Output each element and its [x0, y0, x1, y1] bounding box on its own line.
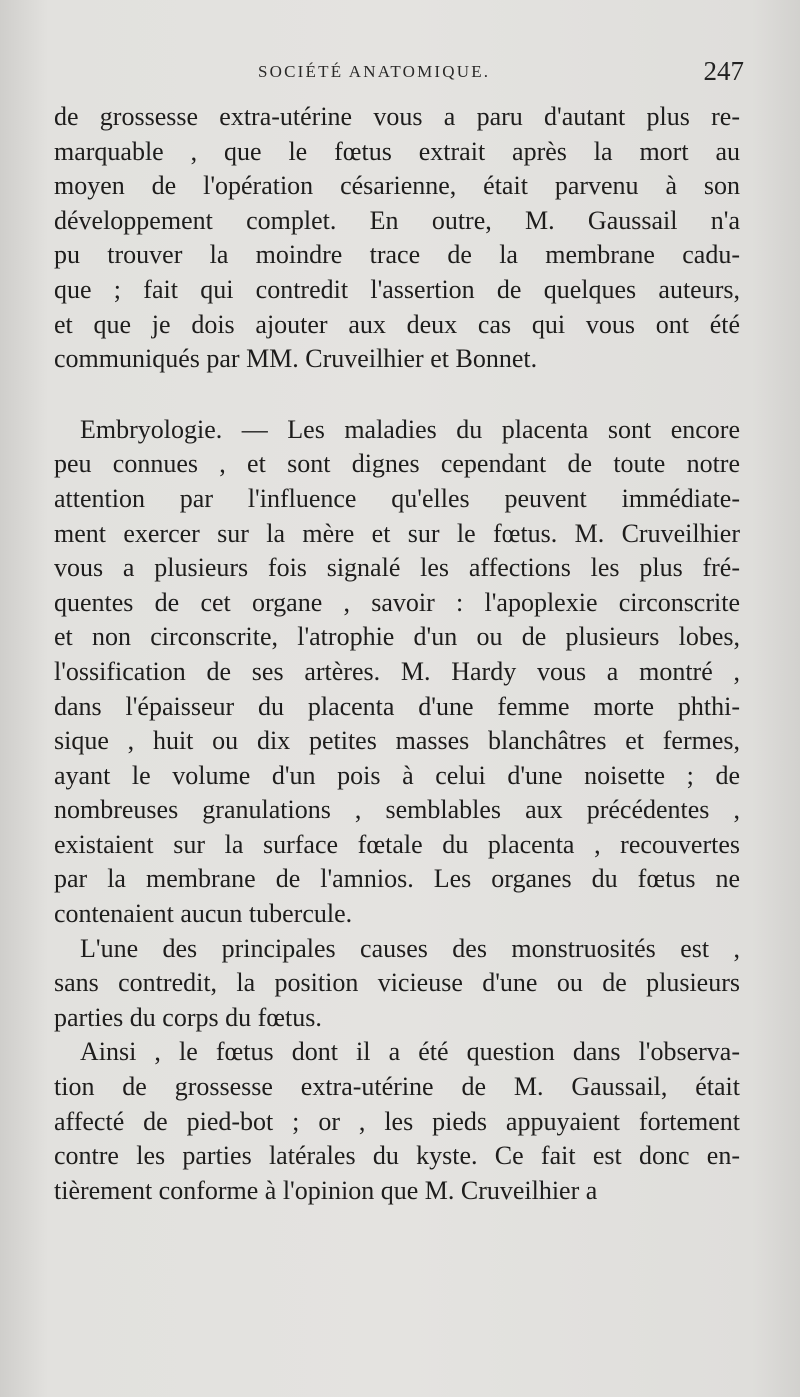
text-line: parties du corps du fœtus.	[54, 1002, 322, 1032]
running-title: SOCIÉTÉ ANATOMIQUE.	[258, 62, 491, 81]
text-line: moyen de l'opération césarienne, était parvenu à son	[54, 171, 740, 201]
paragraph-gap	[54, 377, 740, 413]
text-line: contre les parties latérales du kyste. Ce fait est donc en-	[54, 1141, 740, 1171]
text-line: l'ossification de ses artères. M. Hardy vous a montré ,	[54, 656, 740, 686]
text-line: contenaient aucun tubercule.	[54, 899, 353, 929]
text-line: que ; fait qui contredit l'assertion de quelques auteurs,	[54, 274, 740, 304]
text-line: affecté de pied-bot ; or , les pieds appuyaient fortement	[54, 1106, 740, 1136]
text-line: sans contredit, la position vicieuse d'une ou de plusieurs	[54, 968, 740, 998]
text-line: par la membrane de l'amnios. Les organes du fœtus ne	[54, 864, 740, 894]
text-line: dans l'épaisseur du placenta d'une femme morte phthi-	[54, 691, 740, 721]
page-header	[0, 58, 800, 92]
text-line: L'une des principales causes des monstruosités est ,	[80, 933, 740, 963]
text-line: et que je dois ajouter aux deux cas qui vous ont été	[54, 309, 740, 339]
text-line: communiqués par MM. Cruveilhier et Bonnet.	[54, 344, 538, 374]
text-line: attention par l'influence qu'elles peuvent immédiate-	[54, 483, 740, 513]
text-line: tion de grossesse extra-utérine de M. Gaussail, était	[54, 1072, 740, 1102]
text-line: de grossesse extra-utérine vous a paru d'autant plus re-	[54, 102, 740, 131]
page-number: 247	[703, 56, 744, 86]
text-line: quentes de cet organe , savoir : l'apoplexie circonscrite	[54, 587, 740, 617]
text-line: peu connues , et sont dignes cependant de toute notre	[54, 449, 740, 479]
text-line: développement complet. En outre, M. Gaussail n'a	[54, 205, 740, 235]
text-line: sique , huit ou dix petites masses blanchâtres et fermes,	[54, 726, 740, 756]
body-text	[54, 100, 740, 1208]
text-line: marquable , que le fœtus extrait après la mort au	[54, 136, 740, 166]
text-line: tièrement conforme à l'opinion que M. Cruveilhier a	[54, 1175, 598, 1205]
text-line: et non circonscrite, l'atrophie d'un ou de plusieurs lobes,	[54, 622, 740, 652]
text-line: existaient sur la surface fœtale du placenta , recouvertes	[54, 829, 740, 859]
text-line: ayant le volume d'un pois à celui d'une noisette ; de	[54, 760, 740, 790]
text-line: Embryologie. — Les maladies du placenta sont encore	[80, 414, 740, 444]
text-line: nombreuses granulations , semblables aux précédentes ,	[54, 795, 740, 825]
text-line: pu trouver la moindre trace de la membrane cadu-	[54, 240, 740, 270]
text-line: vous a plusieurs fois signalé les affections les plus fré-	[54, 553, 740, 583]
text-line: ment exercer sur la mère et sur le fœtus. M. Cruveilhier	[54, 518, 740, 548]
text-line: Ainsi , le fœtus dont il a été question dans l'observa-	[80, 1037, 740, 1067]
